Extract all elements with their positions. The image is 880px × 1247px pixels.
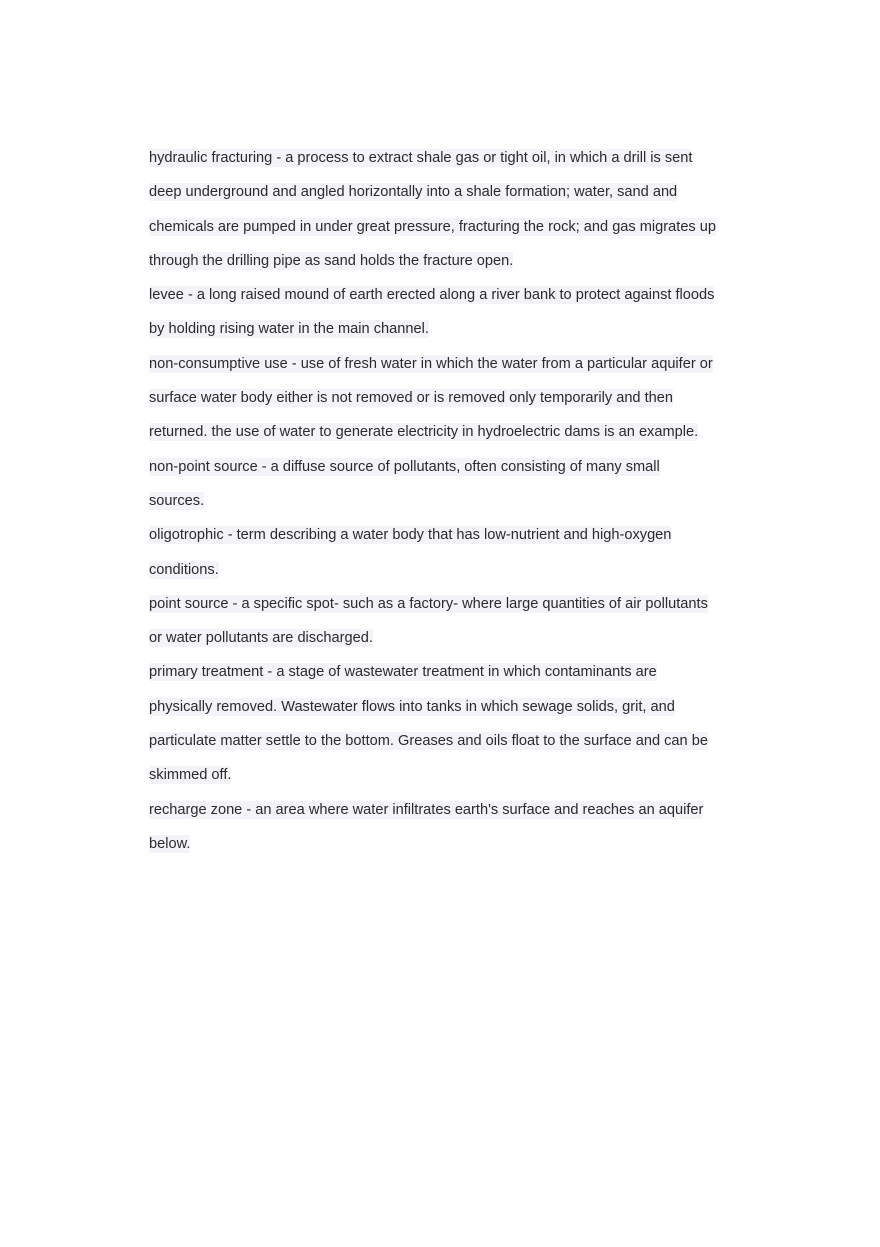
text-line: hydraulic fracturing - a process to extract shale gas or tight oil, in which a drill is sent [149,150,693,166]
text-line: oligotrophic - term describing a water body that has low-nutrient and high-oxygen [149,527,672,544]
text-line: below. [149,835,191,852]
text-line: or water pollutants are discharged. [149,630,373,647]
text-line: primary treatment - a stage of wastewater treatment in which contaminants are [149,664,657,681]
text-line: recharge zone - an area where water infiltrates earth's surface and reaches an aquifer [149,801,704,818]
text-line: chemicals are pumped in under great pressure, fracturing the rock; and gas migrates up [149,218,717,235]
text-line: conditions. [149,561,219,578]
text-line: through the drilling pipe as sand holds the fracture open. [149,252,514,269]
text-line: non-point source - a diffuse source of pollutants, often consisting of many small [149,458,660,475]
text-line: physically removed. Wastewater flows into tanks in which sewage solids, grit, and [149,698,675,715]
text-line: levee - a long raised mound of earth erected along a river bank to protect against floods [149,287,715,304]
text-line: particulate matter settle to the bottom. Greases and oils float to the surface and can be [149,733,708,750]
text-line: skimmed off. [149,767,232,784]
text-line: sources. [149,492,205,509]
glossary-text [149,141,749,861]
text-line: by holding rising water in the main channel. [149,321,429,338]
text-line: surface water body either is not removed or is removed only temporarily and then [149,390,674,407]
text-line: deep underground and angled horizontally into a shale formation; water, sand and [149,184,678,201]
text-line: returned. the use of water to generate electricity in hydroelectric dams is an example. [149,424,699,441]
text-line: point source - a specific spot- such as a factory- where large quantities of air pollutants [149,595,708,612]
text-line: non-consumptive use - use of fresh water in which the water from a particular aquifer or [149,355,713,372]
